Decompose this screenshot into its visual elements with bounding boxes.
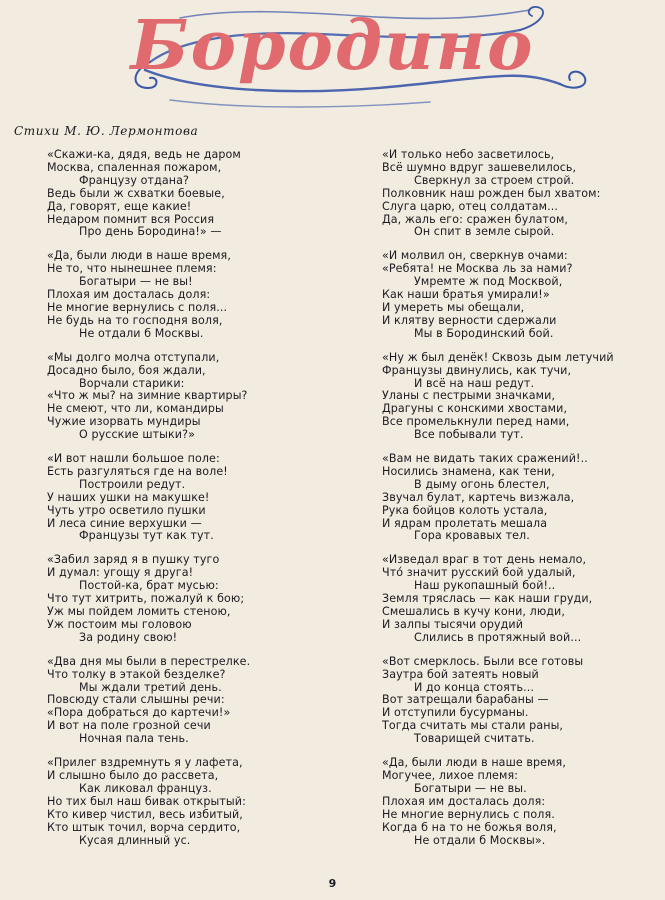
poem-title: Бородино	[130, 6, 535, 86]
verse-line: Есть разгуляться где на воле!	[47, 464, 228, 478]
stanza	[47, 352, 347, 442]
verse-line: И думал: угощу я друга!	[47, 566, 194, 580]
verse-line: Но тих был наш бивак открытый:	[47, 794, 246, 808]
stanza	[382, 352, 657, 442]
verse-line: Все побывали тут.	[414, 428, 524, 442]
verse-line: «Пора добраться до картечи!»	[47, 706, 231, 720]
stanza	[382, 453, 657, 543]
verse-line: «Мы долго молча отступали,	[47, 350, 220, 364]
stanza	[47, 757, 347, 847]
verse-line: Что тут хитрить, пожалуй к бою;	[47, 592, 245, 606]
verse-line: Что толку в этакой безделке?	[47, 667, 226, 681]
stanza	[382, 656, 657, 746]
verse-line: «Забил заряд я в пушку туго	[47, 553, 220, 567]
verse-line: Да, говорят, еще какие!	[47, 199, 192, 213]
verse-line: И умереть мы обещали,	[382, 300, 525, 314]
verse-line: Слуга царю, отец солдатам...	[382, 199, 558, 213]
stanza	[47, 149, 347, 239]
verse-line: За родину свою!	[79, 630, 178, 644]
verse-line: Ведь были ж схватки боевые,	[47, 186, 225, 200]
verse-line: Не смеют, что ли, командиры	[47, 402, 224, 416]
verse-line: Не будь на то господня воля,	[47, 313, 223, 327]
verse-line: Мы ждали третий день.	[79, 680, 222, 694]
verse-line: Построили редут.	[79, 477, 186, 491]
verse-line: У наших ушки на макушке!	[47, 490, 210, 504]
verse-line: Заутра бой затеять новый	[382, 667, 539, 681]
verse-line: Умремте ж под Москвой,	[414, 275, 563, 289]
verse-line: И слышно было до рассвета,	[47, 768, 219, 782]
verse-line: Чужие изорвать мундиры	[47, 415, 201, 429]
stanza	[47, 250, 347, 340]
verse-line: «Вам не видать таких сражений!..	[382, 452, 588, 466]
verse-line: Товарищей считать.	[414, 732, 535, 746]
verse-line: Плохая им досталась доля:	[47, 288, 211, 302]
verse-line: Постой-ка, брат мусью:	[79, 579, 219, 593]
page-number: 9	[328, 877, 337, 890]
verse-line: И ядрам пролетать мешала	[382, 516, 548, 530]
verse-line: Мы в Бородинский бой.	[414, 326, 554, 340]
verse-line: Всё шумно вдруг зашевелилось,	[382, 160, 577, 174]
verse-line: Да, жаль его: сражен булатом,	[382, 212, 569, 226]
verse-line: Могучее, лихое племя:	[382, 768, 519, 782]
verse-line: «Два дня мы были в перестрелке.	[47, 654, 251, 668]
verse-line: Гора кровавых тел.	[414, 529, 530, 543]
verse-line: Носились знамена, как тени,	[382, 464, 555, 478]
verse-line: Кто штык точил, ворча сердито,	[47, 820, 241, 834]
verse-line: Что́ значит русский бой удалый,	[382, 566, 576, 580]
verse-line: Драгуны с конскими хвостами,	[382, 402, 568, 416]
verse-line: «Изведал враг в тот день немало,	[382, 553, 587, 567]
verse-line: Земля тряслась — как наши груди,	[382, 592, 593, 606]
verse-line: Не многие вернулись с поля...	[47, 300, 228, 314]
verse-line: Не отдали б Москвы».	[414, 833, 546, 847]
verse-line: Смешались в кучу кони, люди,	[382, 605, 565, 618]
verse-line: «И только небо засветилось,	[382, 148, 555, 161]
verse-line: Кусая длинный ус.	[79, 833, 191, 847]
verse-line: «Ну ж был денёк! Сквозь дым летучий	[382, 350, 614, 364]
verse-line: «И вот нашли большое поле:	[47, 452, 220, 466]
verse-line: Когда б на то не божья воля,	[382, 820, 557, 834]
verse-line: Рука бойцов колоть устала,	[382, 503, 548, 517]
verse-line: Вот затрещали барабаны —	[382, 693, 549, 707]
verse-line: «И молвил он, сверкнув очами:	[382, 249, 568, 263]
stanza	[382, 149, 657, 239]
title-header	[0, 0, 665, 115]
verse-line: Про день Бородина!» —	[79, 225, 222, 239]
verse-line: Тогда считать мы стали раны,	[382, 719, 564, 733]
verse-line: Французы тут как тут.	[79, 529, 214, 543]
verse-line: Не то, что нынешнее племя:	[47, 262, 217, 276]
verse-line: Полковник наш рожден был хватом:	[382, 186, 601, 200]
verse-line: И отступили бусурманы.	[382, 706, 529, 720]
verse-line: Уж постоим мы головою	[47, 617, 192, 631]
verse-line: Он спит в земле сырой.	[414, 225, 555, 239]
stanza	[47, 554, 347, 644]
verse-line: Слились в протяжный вой...	[414, 630, 582, 644]
verse-line: И клятву верности сдержали	[382, 313, 557, 327]
verse-line: Не многие вернулись с поля.	[382, 807, 555, 821]
verse-line: И до конца стоять...	[414, 680, 535, 694]
verse-line: О русские штыки?»	[79, 428, 195, 442]
stanza	[382, 757, 657, 847]
verse-line: И всё на наш редут.	[414, 376, 535, 390]
verse-line: Все промелькнули перед нами,	[382, 415, 570, 429]
verse-line: Не отдали б Москвы.	[79, 326, 204, 340]
verse-line: Ночная пала тень.	[79, 732, 189, 746]
verse-line: Кто кивер чистил, весь избитый,	[47, 807, 243, 821]
stanza	[47, 656, 347, 746]
verse-line: «Ребята! не Москва ль за нами?	[382, 262, 573, 276]
verse-line: «Вот смерклось. Были все готовы	[382, 654, 584, 668]
verse-line: Москва, спаленная пожаром,	[47, 160, 222, 174]
stanza	[382, 250, 657, 340]
verse-line: Досадно было, боя ждали,	[47, 363, 206, 377]
verse-line: Богатыри — не вы!	[79, 275, 193, 289]
verse-line: «Да, были люди в наше время,	[382, 756, 566, 770]
stanza	[47, 453, 347, 543]
verse-line: Уж мы пойдем ломить стеною,	[47, 605, 231, 618]
right-column	[382, 149, 657, 858]
verse-line: Наш рукопашный бой!..	[414, 579, 556, 593]
verse-line: Французы двинулись, как тучи,	[382, 363, 572, 377]
verse-line: Богатыри — не вы.	[414, 781, 527, 795]
author-line: Стихи М. Ю. Лермонтова	[14, 124, 199, 138]
verse-line: «Да, были люди в наше время,	[47, 249, 231, 263]
verse-line: Ворчали старики:	[79, 376, 185, 390]
left-column	[47, 149, 347, 858]
verse-line: Как ликовал француз.	[79, 781, 212, 795]
verse-line: Звучал булат, картечь визжала,	[382, 490, 575, 504]
verse-line: Французу отдана?	[79, 173, 190, 187]
verse-line: И леса синие верхушки —	[47, 516, 202, 530]
verse-line: Сверкнул за строем строй.	[414, 173, 575, 187]
verse-line: Плохая им досталась доля:	[382, 794, 546, 808]
verse-line: Уланы с пестрыми значками,	[382, 389, 556, 403]
verse-line: «Скажи-ка, дядя, ведь не даром	[47, 148, 241, 161]
verse-line: «Что ж мы? на зимние квартиры?	[47, 389, 248, 403]
verse-line: Как наши братья умирали!»	[382, 288, 550, 302]
verse-line: И залпы тысячи орудий	[382, 617, 524, 631]
verse-line: В дыму огонь блестел,	[414, 477, 550, 491]
verse-line: Недаром помнит вся Россия	[47, 212, 215, 226]
verse-line: И вот на поле грозной сечи	[47, 719, 211, 733]
stanza	[382, 554, 657, 644]
verse-line: Повсюду стали слышны речи:	[47, 693, 225, 707]
verse-line: Чуть утро осветило пушки	[47, 503, 206, 517]
verse-line: «Прилег вздремнуть я у лафета,	[47, 756, 243, 770]
